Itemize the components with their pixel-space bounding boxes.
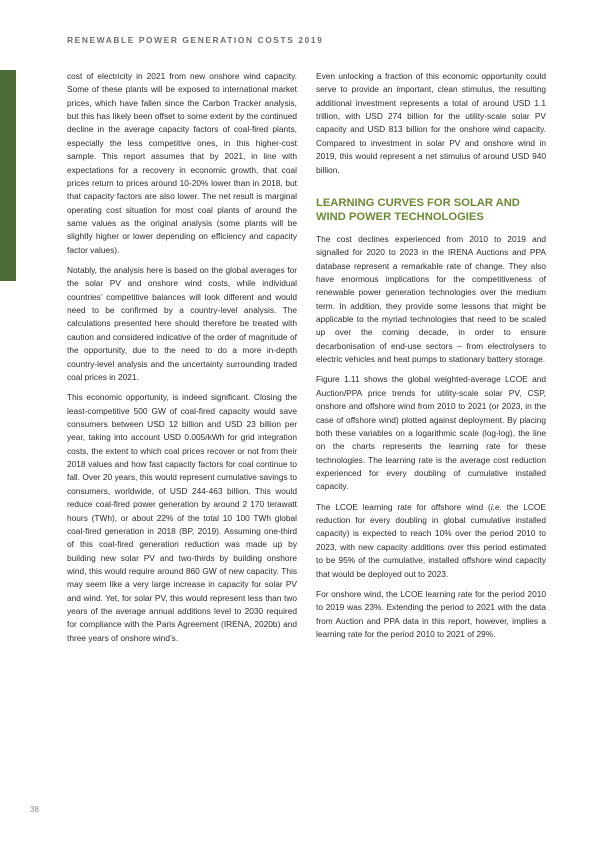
chapter-side-tab xyxy=(0,70,16,281)
text-run: The LCOE learning rate for offshore wind ( xyxy=(316,501,491,512)
right-column xyxy=(316,70,546,648)
section-heading: LEARNING CURVES FOR SOLAR AND WIND POWER TECHNOLOGIES xyxy=(316,196,520,223)
running-header: RENEWABLE POWER GENERATION COSTS 2019 xyxy=(67,35,324,45)
body-paragraph: Figure 1.11 shows the global weighted-average LCOE and Auction/PPA price trends for utility-scale solar PV, CSP, onshore and offshore wind from 2010 to 2021 (or 2023, in the case of offshore wind) plotted against deployment. By placing both these variables on a logarithmic scale (log-log), the line on the charts represents the learning rate for these technologies. The learning rate is the average cost reduction experienced for every doubling of cumulative installed capacity. xyxy=(316,374,546,492)
body-paragraph: The cost declines experienced from 2010 to 2019 and signalled for 2020 to 2023 in the IRENA Auctions and PPA database represent a remarkable rate of change. They also have enormous implications for the competitiveness of renewable power generation technologies over the medium term. In addition, they provide some lessons that might be applicable to the myriad technologies that need to be scaled up over the coming decade, in order to ensure decarbonisation of end-use sectors – from electrolysers to electric vehicles and heat pumps to stationary battery storage. xyxy=(316,233,546,365)
body-paragraph: This economic opportunity, is indeed significant. Closing the least-competitive 500 GW of coal-fired capacity would save consumers between USD 12 billion and USD 23 billion per year, taking into account USD 0.005/kWh for grid integration costs, the extent to which coal prices recover or not from their 2018 values and how fast capacity factors for coal continue to fall. Over 20 years, this would represent cumulative savings to consumers, worldwide, of USD 244-463 billion. This would reduce coal-fired power generation by around 2 170 terawatt hours (TWh), or about 22% of the total 10 100 TWh global coal-fired generation in 2018 (BP, 2019). Assuming one-third of this coal-fired generation reduction was made up by building new solar PV and two-thirds by building onshore wind, this would require around 860 GW of new capacity. This may seem like a very large increase in capacity for solar PV and wind. Yet, for solar PV, this would represent less than two years of the average annual additions level to 2030 required for compliance with the Paris Agreement (IRENA, 2020b) and three years of onshore wind’s. xyxy=(67,392,297,643)
left-column xyxy=(67,70,297,652)
page-number: 38 xyxy=(30,805,39,814)
body-paragraph: Notably, the analysis here is based on the global averages for the solar PV and onshore wind costs, while individual countries’ competitive balances will look different and would need to be confirmed by a country-level analysis. The calculations presented here should therefore be treated with caution and considered indicative of the order of magnitude of the opportunity, due to the need to do a more in-depth country-level analysis and the uncertainty surrounding traded coal prices in 2021. xyxy=(67,265,297,382)
body-paragraph: For onshore wind, the LCOE learning rate for the period 2010 to 2019 was 23%. Extending the period to 2021 with the data from Auction and PPA data in this report, however, implies a learning rate for the period 2010 to 2021 of 29%. xyxy=(316,588,546,639)
body-paragraph: Even unlocking a fraction of this economic opportunity could serve to provide an important, clean stimulus, the resulting additional investment represents a total of around USD 1.1 trillion, with USD 274 billion for the utility-scale solar PV capacity and USD 813 billion for the onshore wind capacity. Compared to investment in solar PV and onshore wind in 2019, this would represent a net stimulus of around USD 940 billion. xyxy=(316,71,546,175)
text-run: the LCOE reduction for every doubling in global cumulative installed capacity) is expected to reach 10% over the period 2010 to 2023, with new capacity additions over this period estimated to be 95% of the cumulative, installed offshore wind capacity that would be deployed out to 2023. xyxy=(316,501,546,579)
body-paragraph: cost of electricity in 2021 from new onshore wind capacity. Some of these plants will be exposed to international market prices, which have fallen since the Carbon Tracker analysis, but this has likely been offset to some extent by the continued decline in the average capacity factors of coal-fired plants, especially the less competitive ones, in this higher-cost sample. This report assumes that by 2021, in line with expectations for a recovery in economic growth, that coal prices return to prices around 10-20% lower than in 2018, but that capacity factors are also lower. The net result is marginal operating cost situation for most coal plants of around the same values as the original analysis (some plants will be slightly higher or lower depending on efficiency and capacity factor values). xyxy=(67,71,297,255)
body-paragraph xyxy=(316,501,546,581)
italic-text: i.e. xyxy=(490,501,502,512)
